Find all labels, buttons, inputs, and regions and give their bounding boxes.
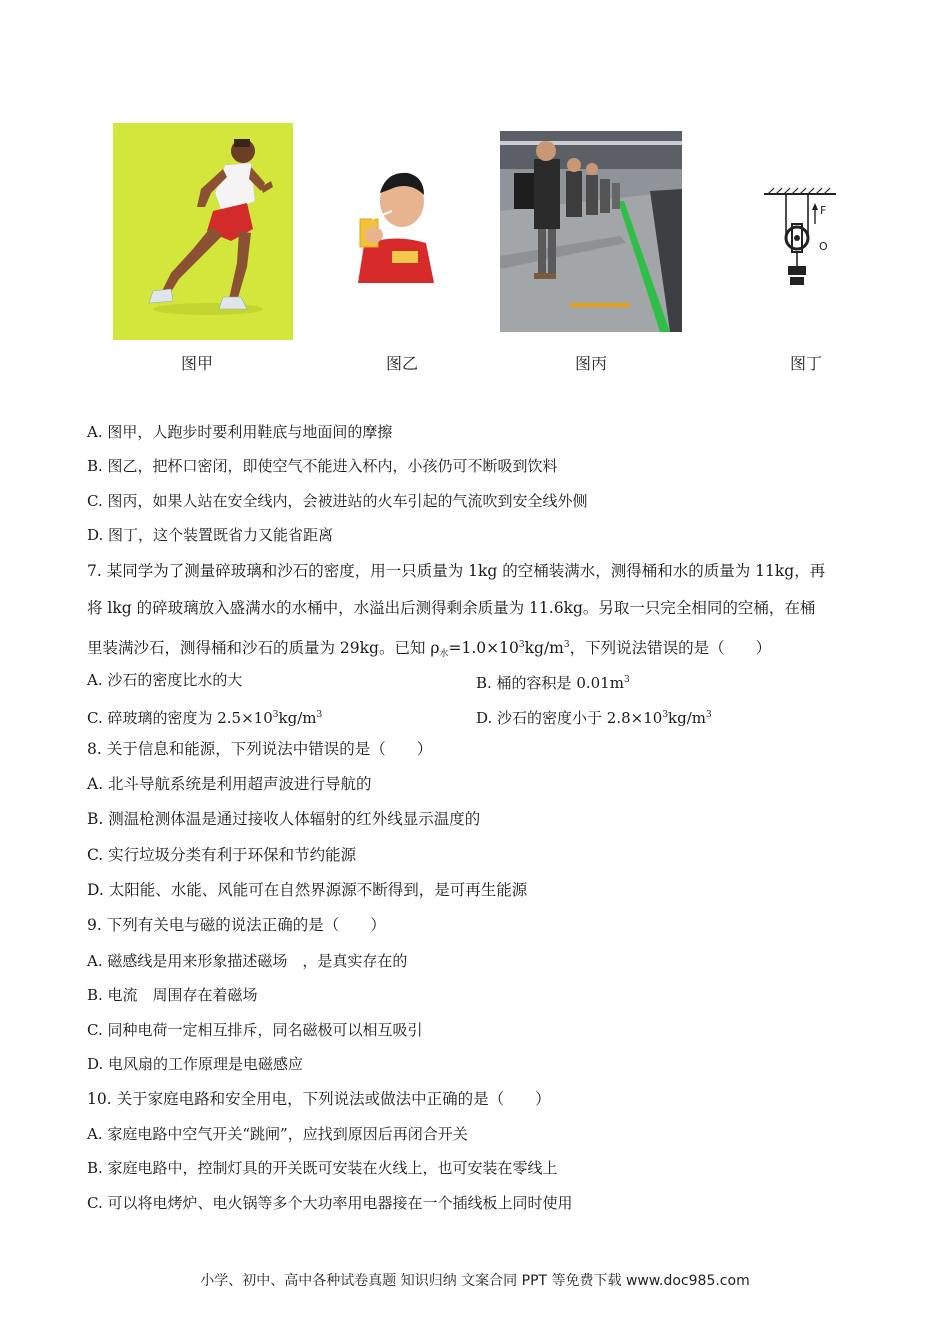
page-footer: 小学、初中、高中各种试卷真题 知识归纳 文案合同 PPT 等免费下载 www.doc985.com <box>200 1273 750 1289</box>
q10-option-c: C. 可以将电烤炉、电火锅等多个大功率用电器接在一个插线板上同时使用 <box>87 1194 573 1212</box>
point-o-label: O <box>819 240 828 253</box>
q9-option-a: A. 磁感线是用来形象描述磁场 ，是真实存在的 <box>87 952 408 970</box>
figure-jia-caption: 图甲 <box>181 354 214 373</box>
q10-option-b: B. 家庭电路中，控制灯具的开关既可安装在火线上，也可安装在零线上 <box>87 1159 558 1177</box>
figure-ding-caption: 图丁 <box>790 354 823 373</box>
q9-stem: 9. 下列有关电与磁的说法正确的是（ ） <box>87 916 386 934</box>
q8-option-b: B. 测温枪测体温是通过接收人体辐射的红外线显示温度的 <box>87 810 481 828</box>
q7-option-d: D. 沙石的密度小于 $2.8\times 10^3kg/m^3$ <box>476 709 712 727</box>
q10-option-a: A. 家庭电路中空气开关“跳闸”，应找到原因后再闭合开关 <box>87 1125 468 1143</box>
q6-option-d: D. 图丁，这个装置既省力又能省距离 <box>87 526 334 544</box>
figure-bing-caption: 图丙 <box>575 354 608 373</box>
q8-option-c: C. 实行垃圾分类有利于环保和节约能源 <box>87 846 357 864</box>
q8-option-d: D. 太阳能、水能、风能可在自然界源源不断得到，是可再生能源 <box>87 881 528 899</box>
q7-stem-line1: 7. 某同学为了测量碎玻璃和沙石的密度，用一只质量为 1kg 的空桶装满水，测得桶和水的质量为 11kg，再 <box>87 562 826 580</box>
q6-option-b: B. 图乙，把杯口密闭，即使空气不能进入杯内，小孩仍可不断吸到饮料 <box>87 457 558 475</box>
q8-option-a: A. 北斗导航系统是利用超声波进行导航的 <box>87 775 372 793</box>
q6-option-a: A. 图甲，人跑步时要利用鞋底与地面间的摩擦 <box>87 423 393 441</box>
figure-yi-caption: 图乙 <box>386 354 419 373</box>
q7-option-a: A. 沙石的密度比水的大 <box>87 671 243 689</box>
figure-jia-runner <box>113 123 293 340</box>
figure-bing-platform <box>500 131 682 332</box>
q7-stem-line3: 里装满沙石，测得桶和沙石的质量为 29kg。已知 $\rho_水=1.0\times 10^3kg/m^3$，下列说法错误的是（ ） <box>87 639 772 659</box>
figure-yi-boy-drinking <box>352 165 438 287</box>
q7-stem-line2: 将 lkg 的碎玻璃放入盛满水的水桶中，水溢出后测得剩余质量为 11.6kg。另取一只完全相同的空桶，在桶 <box>87 599 816 617</box>
force-f-label: F <box>820 204 827 217</box>
q6-option-c: C. 图丙，如果人站在安全线内，会被进站的火车引起的气流吹到安全线外侧 <box>87 492 588 510</box>
q9-option-d: D. 电风扇的工作原理是电磁感应 <box>87 1055 304 1073</box>
q7-option-b: B. 桶的容积是 $0.01m^3$ <box>476 674 630 692</box>
q10-stem: 10. 关于家庭电路和安全用电，下列说法或做法中正确的是（ ） <box>87 1090 551 1108</box>
q8-stem: 8. 关于信息和能源，下列说法中错误的是（ ） <box>87 740 433 758</box>
q9-option-c: C. 同种电荷一定相互排斥，同名磁极可以相互吸引 <box>87 1021 423 1039</box>
q9-option-b: B. 电流 周围存在着磁场 <box>87 986 258 1004</box>
figure-ding-pulley <box>762 186 842 300</box>
q7-option-c: C. 碎玻璃的密度为 $2.5\times 10^3kg/m^3$ <box>87 709 323 727</box>
